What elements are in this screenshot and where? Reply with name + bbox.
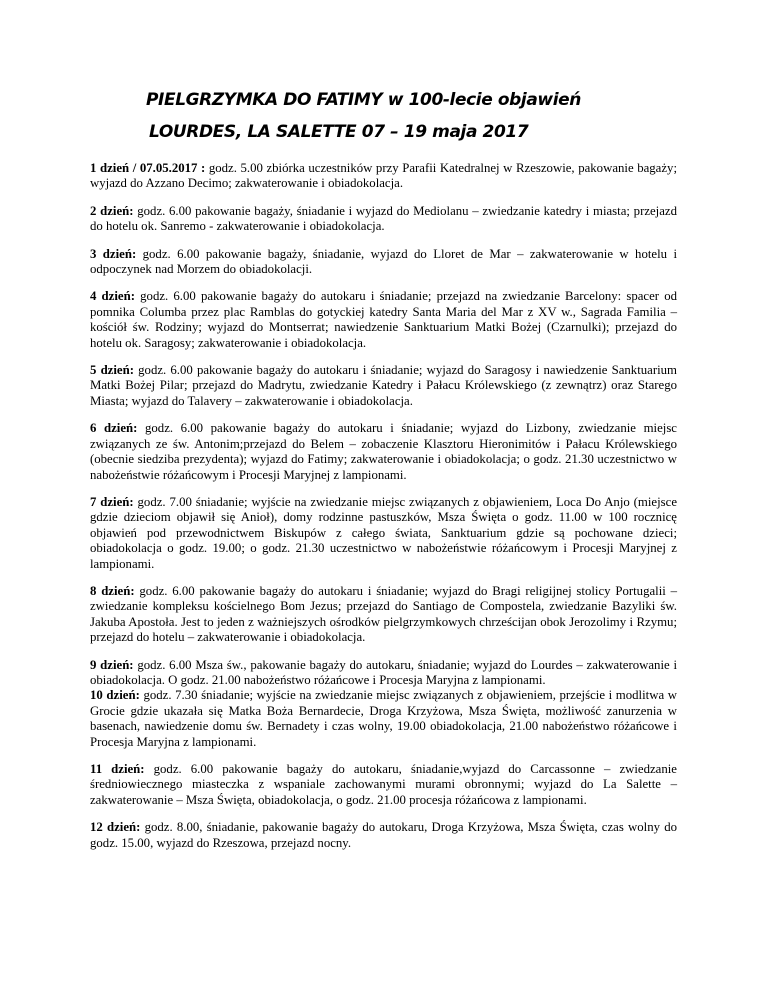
itinerary-day-3 — [90, 247, 677, 278]
title-line-1: PIELGRZYMKA DO FATIMY w 100-lecie objawień — [146, 90, 581, 110]
day-label: 5 dzień: — [90, 363, 134, 378]
day-text: godz. 7.00 śniadanie; wyjście na zwiedzanie miejsc związanych z objawieniem, Loca Do Anjo (miejsce gdzie dzieciom objawił się Anioł), domy rodzinne pastuszków, Msza Święta o godz. 11.00 w 100 rocznicę objawień pod przewodnictwem Biskupów z całego świata, Sanktuarium gdzie są pochowane dzieci; obiadokolacja o godz. 19.00; o godz. 21.30 uczestnictwo w nabożeństwie różańcowym i Procesji Maryjnej z lampionami. — [90, 494, 677, 571]
itinerary-day-10 — [90, 688, 677, 750]
itinerary-day-2 — [90, 204, 677, 235]
day-label: 12 dzień: — [90, 820, 141, 835]
day-text: godz. 6.00 pakowanie bagaży, śniadanie i wyjazd do Mediolanu – zwiedzanie katedry i miasta; przejazd do hotelu ok. Sanremo - zakwaterowanie i obiadokolacja. — [90, 203, 677, 234]
day-text: godz. 6.00 Msza św., pakowanie bagaży do autokaru, śniadanie; wyjazd do Lourdes – zakwaterowanie i obiadokolacja. O godz. 21.00 nabożeństwo różańcowe i Procesja Maryjna z lampionami. — [90, 657, 678, 687]
itinerary-day-4 — [90, 289, 677, 351]
itinerary-day-5 — [90, 363, 677, 409]
day-text: godz. 6.00 pakowanie bagaży, śniadanie, wyjazd do Lloret de Mar – zakwaterowanie w hotelu i odpoczynek nad Morzem do obiadokolacji. — [90, 246, 677, 277]
itinerary-day-7 — [90, 495, 677, 572]
day-label: 1 dzień / 07.05.2017 : — [90, 161, 206, 175]
itinerary-day-9 — [90, 658, 677, 689]
day-text: godz. 5.00 zbiórka uczestników przy Parafii Katedralnej w Rzeszowie, pakowanie bagaży; wyjazd do Azzano Decimo; zakwaterowanie i obiadokolacja. — [90, 161, 677, 191]
day-label: 4 dzień: — [90, 289, 135, 304]
day-label: 7 dzień: — [90, 494, 134, 509]
itinerary-day-11 — [90, 762, 677, 808]
day-label: 8 dzień: — [90, 583, 135, 598]
day-label: 9 dzień: — [90, 657, 134, 672]
day-label: 10 dzień: — [90, 688, 140, 703]
day-label: 6 dzień: — [90, 421, 138, 436]
day-text: godz. 6.00 pakowanie bagaży do autokaru i śniadanie; przejazd na zwiedzanie Barcelony: spacer od pomnika Columba przez plac Ramblas do gotyckiej katedry Santa Maria del Mar z XV w., Sagrada Familia – kościół św. Rodziny; wyjazd do Montserrat; nawiedzenie Sanktuarium Matki Bożej (Czarnulki); przejazd do hotelu ok. Saragosy; zakwaterowanie i obiadokolacja. — [90, 289, 677, 350]
title-line-2: LOURDES, LA SALETTE 07 – 19 maja 2017 — [149, 122, 529, 142]
day-label: 2 dzień: — [90, 203, 134, 218]
day-text: godz. 8.00, śniadanie, pakowanie bagaży do autokaru, Droga Krzyżowa, Msza Święta, czas wolny do godz. 15.00, wyjazd do Rzeszowa, przejazd nocny. — [90, 820, 677, 850]
day-text: godz. 6.00 pakowanie bagaży do autokaru i śniadanie; wyjazd do Bragi religijnej stolicy Portugalii – zwiedzanie kompleksu kościelnego Bom Jezus; przejazd do Santiago de Compostela, zwiedzanie Bazyliki św. Jakuba Apostoła. Jest to jeden z ważniejszych ośrodków pielgrzymkowych chrześcijan obok Jerozolimy i Rzymu; przejazd do hotelu – zakwaterowanie i obiadokolacja. — [90, 583, 677, 645]
itinerary-day-8 — [90, 584, 677, 646]
itinerary-day-6 — [90, 421, 677, 483]
day-text: godz. 6.00 pakowanie bagaży do autokaru i śniadanie; wyjazd do Saragosy i nawiedzenie Sanktuarium Matki Bożej Pilar; przejazd do Madrytu, zwiedzanie Katedry i Pałacu Królewskiego (z zewnątrz) oraz Starego Miasta; wyjazd do Talavery – zakwaterowanie i obiadokolacja. — [90, 363, 677, 408]
day-text: godz. 7.30 śniadanie; wyjście na zwiedzanie miejsc związanych z objawieniem, przejście i modlitwa w Grocie gdzie ukazała się Matka Boża Bernardecie, Droga Krzyżowa, Msza Święta, możliwość zanurzenia w basenach, nawiedzenie domu św. Bernadety i czas wolny, 19.00 obiadokolacja, 21.00 nabożeństwo różańcowe i Procesja Maryjna z lampionami. — [90, 688, 677, 749]
itinerary — [90, 161, 677, 863]
day-text: godz. 6.00 pakowanie bagaży do autokaru i śniadanie; wyjazd do Lizbony, zwiedzanie miejsc związanych ze św. Antonim;przejazd do Belem – zobaczenie Klasztoru Hieronimitów i Pałacu Królewskiego (obecnie siedziba prezydenta); wyjazd do Fatimy; zakwaterowanie i obiadokolacja; o godz. 21.30 uczestnictwo w nabożeństwie różańcowym i Procesji Maryjnej z lampionami. — [90, 421, 677, 482]
document-title — [146, 84, 581, 148]
itinerary-day-12 — [90, 820, 677, 851]
day-label: 11 dzień: — [90, 762, 145, 776]
itinerary-day-1 — [90, 161, 677, 192]
day-text: godz. 6.00 pakowanie bagaży do autokaru, śniadanie,wyjazd do Carcassonne – zwiedzanie średniowiecznego miasteczka z wspaniale zachowanymi murami obronnymi; wyjazd do La Salette – zakwaterowanie – Msza Święta, obiadokolacja, o godz. 21.00 procesja różańcowa z lampionami. — [90, 762, 677, 807]
day-label: 3 dzień: — [90, 246, 137, 261]
